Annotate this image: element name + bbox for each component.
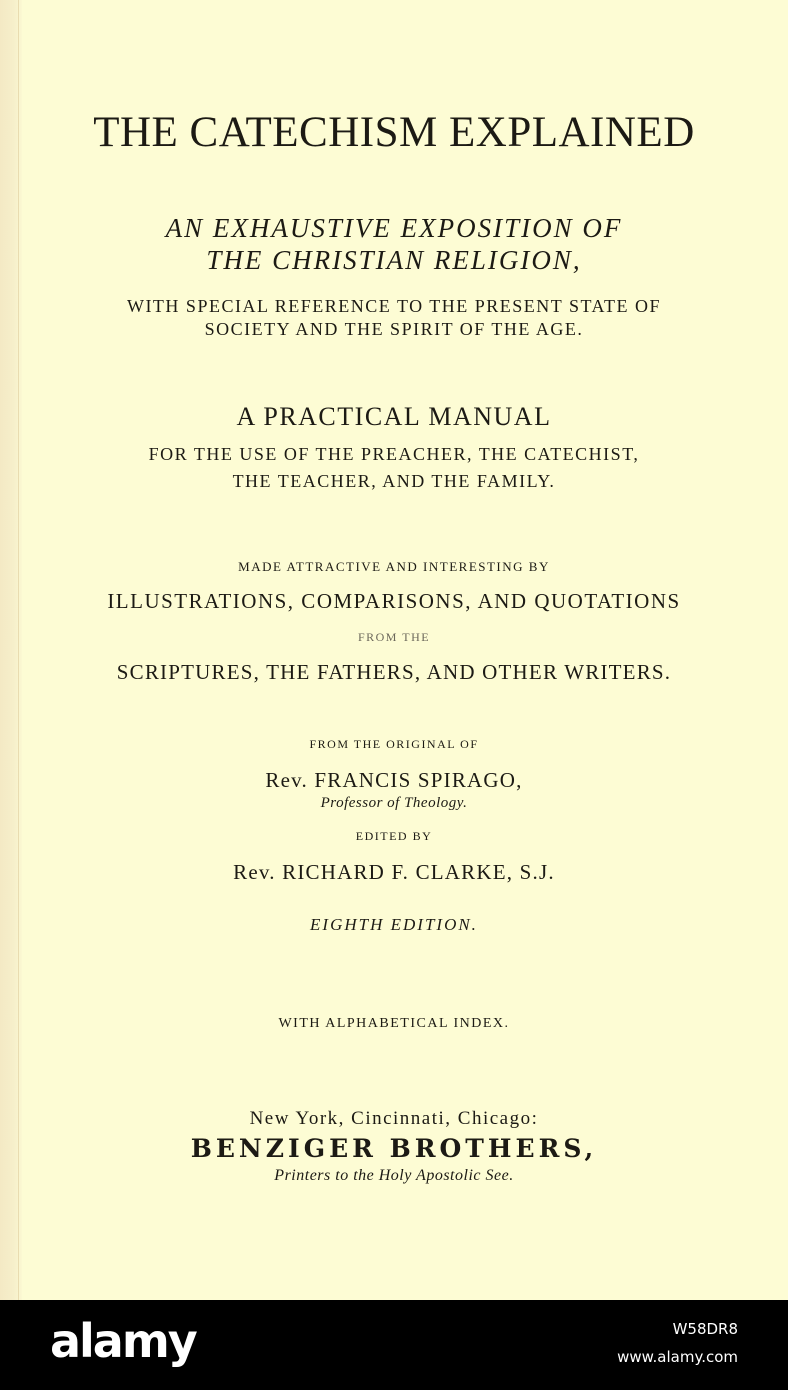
subtitle-line-1: AN EXHAUSTIVE EXPOSITION OF (165, 213, 623, 243)
index-note: WITH ALPHABETICAL INDEX. (278, 1016, 510, 1031)
stock-url: www.alamy.com (617, 1348, 738, 1366)
from-original-line: FROM THE ORIGINAL OF (309, 737, 479, 751)
stock-footer-bar (0, 1300, 788, 1390)
manual-use-line-1: FOR THE USE OF THE PREACHER, THE CATECHIST, (148, 444, 640, 464)
edition-line: EIGHTH EDITION. (310, 915, 478, 934)
reference-line-1: WITH SPECIAL REFERENCE TO THE PRESENT STATE OF (126, 296, 662, 316)
scriptures-line: SCRIPTURES, THE FATHERS, AND OTHER WRITERS. (116, 660, 672, 684)
subtitle-line-2: THE CHRISTIAN RELIGION, (206, 245, 582, 275)
illustrations-line: ILLUSTRATIONS, COMPARISONS, AND QUOTATIONS (107, 589, 681, 613)
imprint-publisher: BENZIGER BROTHERS, (190, 1134, 598, 1163)
manual-use-line-2: THE TEACHER, AND THE FAMILY. (232, 471, 556, 491)
spine-fold-line (18, 0, 19, 1300)
from-the-line: FROM THE (357, 630, 431, 644)
alamy-logo: alamy (50, 1314, 196, 1368)
attractive-intro: MADE ATTRACTIVE AND INTERESTING BY (238, 559, 550, 574)
imprint-printers: Printers to the Holy Apostolic See. (274, 1167, 514, 1184)
reference-line-2: SOCIETY AND THE SPIRIT OF THE AGE. (204, 319, 584, 339)
author-role: Professor of Theology. (320, 795, 468, 811)
author-name: Rev. FRANCIS SPIRAGO, (265, 768, 523, 792)
book-title: THE CATECHISM EXPLAINED (93, 109, 695, 156)
editor-name: Rev. RICHARD F. CLARKE, S.J. (233, 860, 555, 884)
manual-heading: A PRACTICAL MANUAL (236, 402, 552, 431)
imprint-cities: New York, Cincinnati, Chicago: (249, 1108, 539, 1129)
stock-image-id: W58DR8 (672, 1320, 738, 1338)
edited-by-line: EDITED BY (355, 829, 433, 843)
